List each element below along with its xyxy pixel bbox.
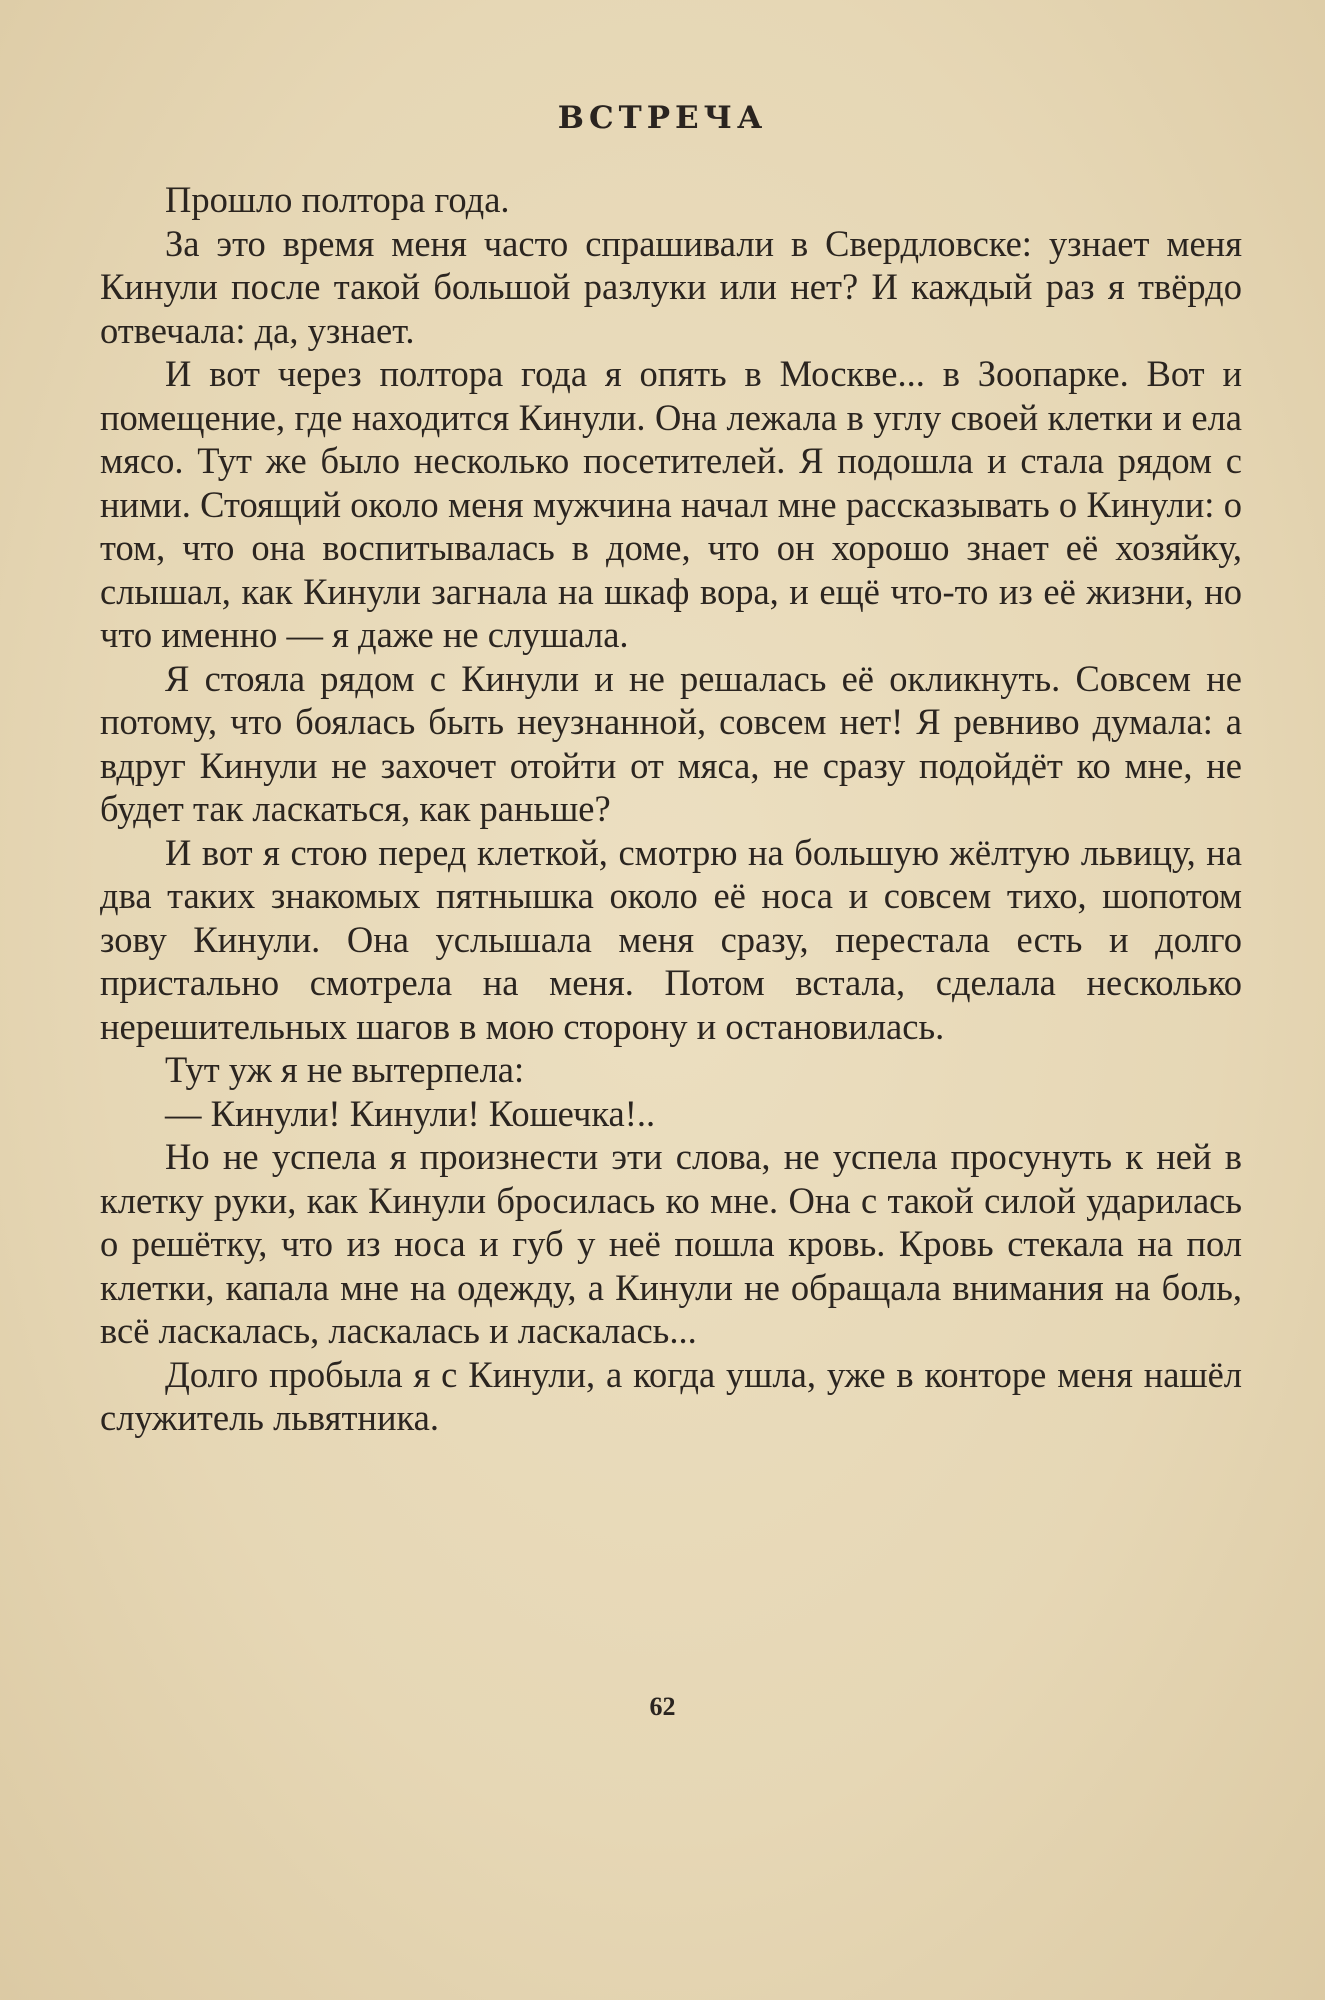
paragraph: — Кинули! Кинули! Кошечка!.. xyxy=(165,1092,656,1134)
page-number: 62 xyxy=(649,1692,676,1721)
chapter-title: ВСТРЕЧА xyxy=(557,100,768,136)
paragraph: За это время меня часто спрашивали в Свердловске: узнает меня Кинули после такой большой разлуки или нет? И каждый раз я твёрдо отвечала: да, узнает. xyxy=(100,222,1242,351)
body-text xyxy=(100,178,1242,1440)
paragraph: Тут уж я не вытерпела: xyxy=(165,1049,525,1090)
paragraph: Но не успела я произнести эти слова, не успела просунуть к ней в клетку руки, как Кинули бросилась ко мне. Она с такой силой ударилась о решётку, что из носа и губ у неё пошла кровь. Кровь стекала на пол клетки, капала мне на одежду, а Кинули не обращала внимания на боль, всё ласкалась, ласкалась и ласкалась... xyxy=(100,1136,1242,1351)
paragraph: И вот через полтора года я опять в Москве... в Зоопарке. Вот и помещение, где находится Кинули. Она лежала в углу своей клетки и ела мясо. Тут же было несколько посетителей. Я подошла и стала рядом с ними. Стоящий около меня мужчина начал мне рассказывать о Кинули: о том, что она воспитывалась в доме, что он хорошо знает её хозяйку, слышал, как Кинули загнала на шкаф вора, и ещё что-то из её жизни, но что именно — я даже не слушала. xyxy=(100,353,1242,655)
paragraph: И вот я стою перед клеткой, смотрю на большую жёлтую львицу, на два таких знакомых пятнышка около её носа и совсем тихо, шопотом зову Кинули. Она услышала меня сразу, перестала есть и долго пристально смотрела на меня. Потом встала, сделала несколько нерешительных шагов в мою сторону и остановилась. xyxy=(100,831,1242,1047)
paragraph: Я стояла рядом с Кинули и не решалась её окликнуть. Совсем не потому, что боялась быть неузнанной, совсем нет! Я ревниво думала: а вдруг Кинули не захочет отойти от мяса, не сразу подойдёт ко мне, не будет так ласкаться, как раньше? xyxy=(100,657,1242,829)
paragraph: Долго пробыла я с Кинули, а когда ушла, уже в конторе меня нашёл служитель львятника. xyxy=(100,1353,1242,1438)
paragraph: Прошло полтора года. xyxy=(165,179,510,220)
